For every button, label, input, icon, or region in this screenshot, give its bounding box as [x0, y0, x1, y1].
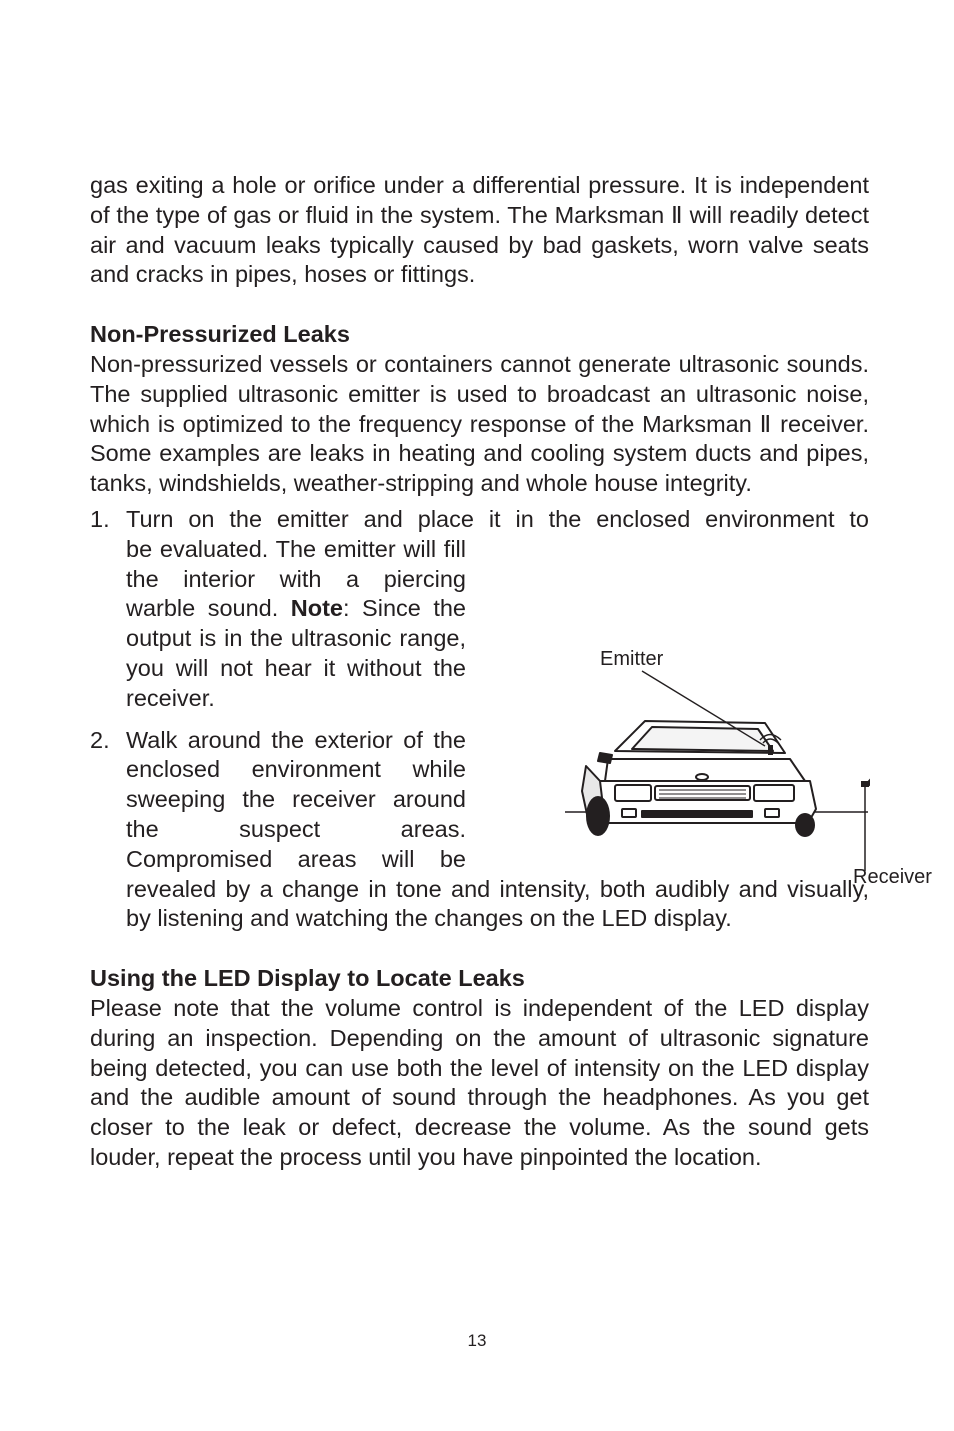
emitter-label: Emitter: [600, 648, 664, 670]
car-leak-illustration: [560, 641, 932, 891]
heading-non-pressurized-leaks: Non-Pressurized Leaks: [90, 321, 350, 348]
car-and-person-drawing: [560, 641, 870, 891]
car-icon: [582, 721, 816, 823]
step-1-text: [126, 535, 466, 714]
manual-page: [90, 171, 932, 1173]
intro-paragraph: gas exiting a hole or orifice under a differential pressure. It is independent of the type of gas or fluid in the system. The Marksman Ⅱ will readily detect air and vacuum leaks typically caused by bad gaskets, worn valve seats and cracks in pipes, hoses or fittings.: [90, 172, 869, 288]
receiver-label: Receiver: [853, 866, 932, 888]
heading-led-display: Using the LED Display to Locate Leaks: [90, 965, 525, 992]
note-label: Note: [290, 595, 344, 622]
page-number: 13: [467, 1331, 487, 1350]
person-icon: [866, 696, 870, 847]
step-2-narrow-text: Walk around the exterior of the enclosed environment while sweeping the receiver around the suspect areas. Compromised areas will be: [126, 726, 466, 872]
non-pressurized-paragraph: Non-pressurized vessels or containers cannot generate ultrasonic sounds. The supplied ultrasonic emitter is used to broadcast an ultrasonic noise, which is optimized to the frequency response of the Marksman Ⅱ receiver. Some examples are leaks in heating and cooling system ducts and pipes, tanks, windshields, weather-stripping and whole house integrity.: [90, 350, 869, 497]
note-text: : Since the output is in the ultrasonic range, you will not hear it without the receiver.: [126, 595, 466, 711]
step-number: 2.: [90, 726, 110, 753]
step-1-body: be evaluated. The emitter will fill the interior with a piercing warble sound.: [126, 535, 466, 622]
step-2-wide-text: revealed by a change in tone and intensity, both audibly and visually, by listening and watching the changes on the LED display.: [126, 875, 869, 932]
step-number: 1.: [90, 505, 110, 532]
step-1-first-line: Turn on the emitter and place it in the enclosed environment to: [126, 505, 869, 532]
receiver-icon: [861, 781, 869, 787]
led-display-paragraph: Please note that the volume control is independent of the LED display during an inspection. Depending on the amount of ultrasonic signature being detected, you can use both the level of intensity on the LED display and the audible amount of sound through the headphones. As you get closer to the leak or defect, decrease the volume. As the sound gets louder, repeat the process until you have pinpointed the location.: [90, 994, 869, 1170]
